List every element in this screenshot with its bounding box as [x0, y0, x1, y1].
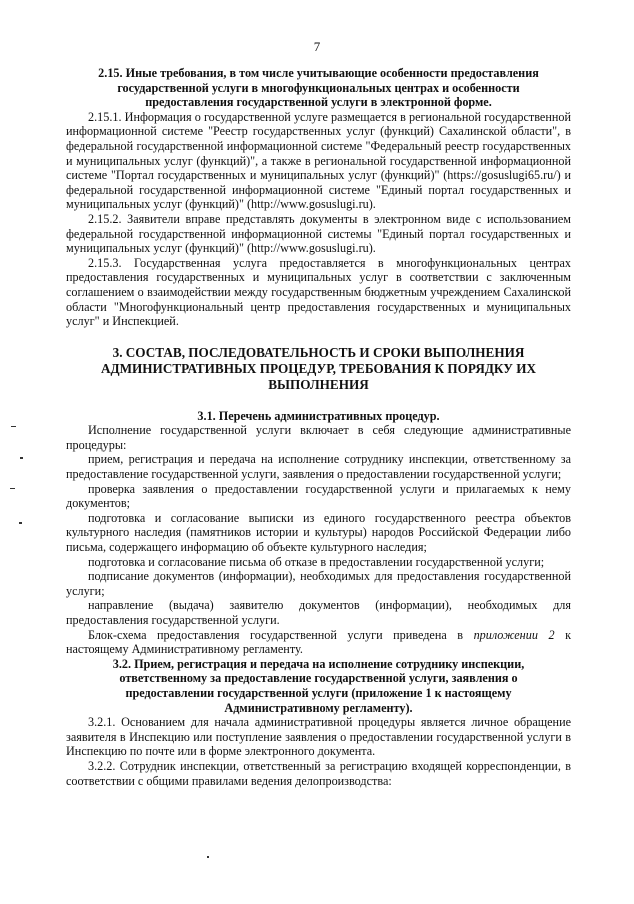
paragraph-3-1-item-2: проверка заявления о предоставлении государственной услуги и прилагаемых к нему документов;	[66, 481, 571, 511]
page-number: 7	[313, 39, 321, 54]
appendix-2-reference: приложении 2	[473, 627, 555, 642]
paragraph-3-1-flowchart-note	[66, 628, 571, 657]
paragraph-3-2-2: 3.2.2. Сотрудник инспекции, ответственный за регистрацию входящей корреспонденции, в соответствии с общими правилами ведения делопроизводства:	[66, 758, 571, 788]
section-3-1-heading: 3.1. Перечень административных процедур.	[197, 408, 440, 423]
paragraph-3-1-item-6: направление (выдача) заявителю документов (информации), необходимых для предоставления государственной услуги.	[66, 598, 571, 627]
flowchart-note-tail: к настоящему Административному регламенту.	[66, 627, 571, 657]
scan-speck	[11, 426, 16, 427]
paragraph-3-1-item-5: подписание документов (информации), необходимых для предоставления государственной услуги;	[66, 569, 571, 598]
paragraph-2-15-1: 2.15.1. Информация о государственной услуге размещается в региональной государственной информационной системе "Реестр государственных услуг (функций) Сахалинской области", в федеральной государственной информационной системе "Федеральный реестр государственных и муниципальных услуг (функций)", а также в региональной государственной информационной системе "Портал государственных и муниципальных услуг (функций)" (https://gosuslugi65.ru/) и федеральной государственной информационной системе "Единый портал государственных и муниципальных услуг (функций)" (http://www.gosuslugi.ru).	[66, 109, 571, 212]
section-3-2-heading: 3.2. Прием, регистрация и передача на исполнение сотруднику инспекции, ответственному за предоставление государственной услуги, заявления о предоставлении государственной услуги (приложение 1 к настоящему Административному регламенту).	[112, 656, 525, 715]
scan-speck	[19, 522, 22, 524]
paragraph-3-1-item-1: прием, регистрация и передача на исполнение сотруднику инспекции, ответственному за предоставление государственной услуги, заявления о предоставлении государственной услуги;	[66, 452, 571, 482]
paragraph-3-2-1: 3.2.1. Основанием для начала административной процедуры является личное обращение заявителя в Инспекцию или поступление заявления о предоставлении государственной услуги в Инспекцию по почте или в форме электронного документа.	[66, 715, 571, 759]
scan-speck	[20, 457, 23, 459]
paragraph-2-15-2: 2.15.2. Заявители вправе представлять документы в электронном виде с использованием федеральной государственной информационной системы "Единый портал государственных и муниципальных услуг (функций)" (http://www.gosuslugi.ru).	[66, 211, 571, 256]
paragraph-3-1-item-4: подготовка и согласование письма об отказе в предоставлении государственной услуги;	[88, 554, 545, 569]
section-2-15-heading: 2.15. Иные требования, в том числе учитывающие особенности предоставления государственной услуги в многофункциональных центрах и особенности предоставления государственной услуги в электронной форме.	[98, 66, 539, 110]
page-content	[66, 66, 571, 788]
paragraph-2-15-3: 2.15.3. Государственная услуга предоставляется в многофункциональных центрах предоставления государственных и муниципальных услуг в соответствии с заключенным соглашением о взаимодействии между государственным бюджетным учреждением Сахалинской области "Многофункциональный центр предоставления государственных и муниципальных услуг" и Инспекцией.	[66, 255, 571, 329]
flowchart-note-text: Блок-схема предоставления государственной услуги приведена в	[88, 627, 474, 642]
paragraph-3-1-intro: Исполнение государственной услуги включает в себя следующие административные процедуры:	[66, 423, 571, 452]
section-3-heading: 3. СОСТАВ, ПОСЛЕДОВАТЕЛЬНОСТЬ И СРОКИ ВЫПОЛНЕНИЯ АДМИНИСТРАТИВНЫХ ПРОЦЕДУР, ТРЕБОВАНИЯ К ПОРЯДКУ ИХ ВЫПОЛНЕНИЯ	[101, 344, 536, 392]
paragraph-3-1-item-3: подготовка и согласование выписки из единого государственного реестра объектов культурного наследия (памятников истории и культуры) народов Российской Федерации либо письма, содержащего информацию об объекте культурного наследия;	[66, 510, 571, 555]
scan-speck	[10, 488, 15, 489]
scan-speck	[207, 856, 209, 858]
